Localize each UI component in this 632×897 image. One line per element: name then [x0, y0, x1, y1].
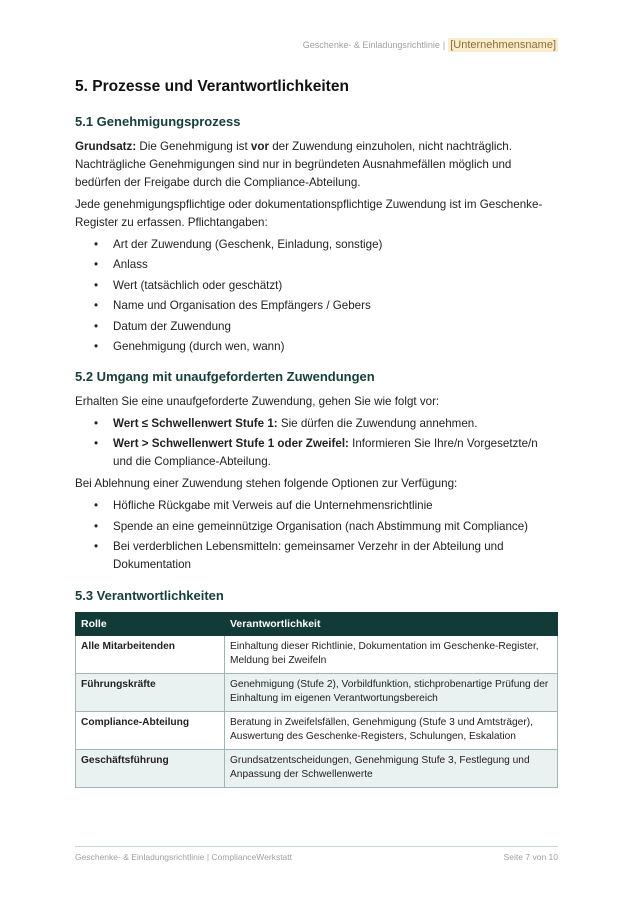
- page-content: [75, 78, 558, 788]
- principle-emphasis: vor: [250, 140, 269, 153]
- list-item-text: Datum der Zuwendung: [113, 319, 231, 333]
- list-item-text: Genehmigung (durch wen, wann): [113, 339, 285, 353]
- section-title: 5. Prozesse und Verantwortlichkeiten: [75, 78, 349, 95]
- bullet-icon: •: [94, 258, 99, 272]
- list-item: [75, 277, 558, 295]
- rejection-options-list: [75, 497, 558, 574]
- bullet-icon: •: [94, 416, 99, 430]
- bullet-icon: •: [94, 499, 99, 513]
- list-item: [75, 338, 558, 356]
- page-header: [303, 38, 558, 52]
- role-cell: Führungskräfte: [76, 674, 225, 712]
- column-header-role: Rolle: [76, 613, 225, 636]
- responsibility-cell: Grundsatzentscheidungen, Genehmigung Stufe 3, Festlegung und Anpassung der Schwellenwerte: [225, 750, 558, 788]
- section-5-1: [75, 114, 558, 356]
- company-name-placeholder: [Unternehmensname]: [450, 39, 556, 51]
- table-row: [76, 712, 558, 750]
- table-row: [76, 750, 558, 788]
- bullet-icon: •: [94, 540, 99, 554]
- list-item: [75, 318, 558, 336]
- rule-text: Informieren Sie Ihre/n Vorgesetzte/n und die Compliance-Abteilung.: [113, 437, 538, 469]
- subsection-title-5-2: 5.2 Umgang mit unaufgeforderten Zuwendungen: [75, 368, 375, 384]
- list-item-text: Bei verderblichen Lebensmitteln: gemeinsamer Verzehr in der Abteilung und Dokumentation: [113, 540, 504, 572]
- unsolicited-intro: Erhalten Sie eine unaufgeforderte Zuwendung, gehen Sie wie folgt vor:: [75, 394, 440, 408]
- list-item-text: Art der Zuwendung (Geschenk, Einladung, sonstige): [113, 238, 383, 251]
- responsibility-cell: Einhaltung dieser Richtlinie, Dokumentation im Geschenke-Register, Meldung bei Zweifeln: [225, 636, 558, 674]
- list-item: [75, 256, 558, 274]
- principle-text-b: der Zuwendung einzuholen, nicht nachträglich. Nachträgliche Genehmigungen sind nur in begründeten Ausnahmefällen möglich und bedürfen der Freigabe durch die Compliance-Abteilung.: [75, 140, 512, 189]
- subsection-title-5-1: 5.1 Genehmigungsprozess: [75, 114, 241, 129]
- principle-paragraph: [75, 138, 558, 192]
- role-cell: Geschäftsführung: [76, 750, 225, 788]
- table-header-row: [76, 613, 558, 636]
- rules-list: [75, 415, 558, 471]
- column-header-responsibility: Verantwortlichkeit: [225, 613, 558, 636]
- required-fields-list: [75, 236, 558, 356]
- list-item-text: Name und Organisation des Empfängers / Gebers: [113, 299, 371, 313]
- page-number: Seite 7 von 10: [503, 852, 558, 862]
- bullet-icon: •: [94, 339, 99, 353]
- header-separator: |: [442, 40, 446, 50]
- list-item: [75, 518, 558, 536]
- list-item-text: Anlass: [113, 258, 148, 272]
- list-item-text: Höfliche Rückgabe mit Verweis auf die Unternehmensrichtlinie: [113, 499, 433, 513]
- footer-doc-info: Geschenke- & Einladungsrichtlinie | ComplianceWerkstatt: [75, 852, 293, 862]
- list-item: [75, 415, 558, 433]
- list-item: [75, 297, 558, 315]
- responsibilities-table: [75, 612, 558, 788]
- principle-text-a: Die Genehmigung ist: [136, 140, 251, 153]
- section-5-2: [75, 369, 558, 574]
- principle-label: Grundsatz:: [75, 140, 137, 153]
- table-row: [76, 674, 558, 712]
- bullet-icon: •: [94, 437, 99, 451]
- page-footer: [75, 846, 558, 862]
- bullet-icon: •: [94, 519, 99, 533]
- bullet-icon: •: [94, 319, 99, 333]
- header-doc-title: Geschenke- & Einladungsrichtlinie: [302, 40, 440, 50]
- subsection-title-5-3: 5.3 Verantwortlichkeiten: [75, 588, 224, 604]
- responsibility-cell: Beratung in Zweifelsfällen, Genehmigung (Stufe 3 und Amtsträger), Auswertung des Geschenke-Registers, Schulungen, Eskalation: [225, 712, 558, 750]
- bullet-icon: •: [94, 278, 99, 292]
- role-cell: Compliance-Abteilung: [76, 712, 225, 750]
- bullet-icon: •: [94, 299, 99, 313]
- rejection-paragraph: Bei Ablehnung einer Zuwendung stehen folgende Optionen zur Verfügung:: [75, 477, 458, 491]
- list-item-text: Wert (tatsächlich oder geschätzt): [113, 278, 283, 292]
- table-row: [76, 636, 558, 674]
- list-item: [75, 538, 558, 574]
- rule-label: Wert ≤ Schwellenwert Stufe 1:: [113, 416, 278, 430]
- rule-text: Sie dürfen die Zuwendung annehmen.: [277, 416, 478, 430]
- bullet-icon: •: [94, 238, 99, 251]
- rule-label: Wert > Schwellenwert Stufe 1 oder Zweifel:: [113, 437, 349, 451]
- list-item: [75, 236, 558, 254]
- list-item-text: Spende an eine gemeinnützige Organisation (nach Abstimmung mit Compliance): [113, 519, 529, 533]
- list-item: [75, 497, 558, 515]
- role-cell: Alle Mitarbeitenden: [76, 636, 225, 674]
- section-5-3: [75, 588, 558, 788]
- responsibility-cell: Genehmigung (Stufe 2), Vorbildfunktion, stichprobenartige Prüfung der Einhaltung im eigenen Verantwortungsbereich: [225, 674, 558, 712]
- register-paragraph: Jede genehmigungspflichtige oder dokumentationspflichtige Zuwendung ist im Geschenke-Register zu erfassen. Pflichtangaben:: [75, 198, 543, 229]
- list-item: [75, 435, 558, 471]
